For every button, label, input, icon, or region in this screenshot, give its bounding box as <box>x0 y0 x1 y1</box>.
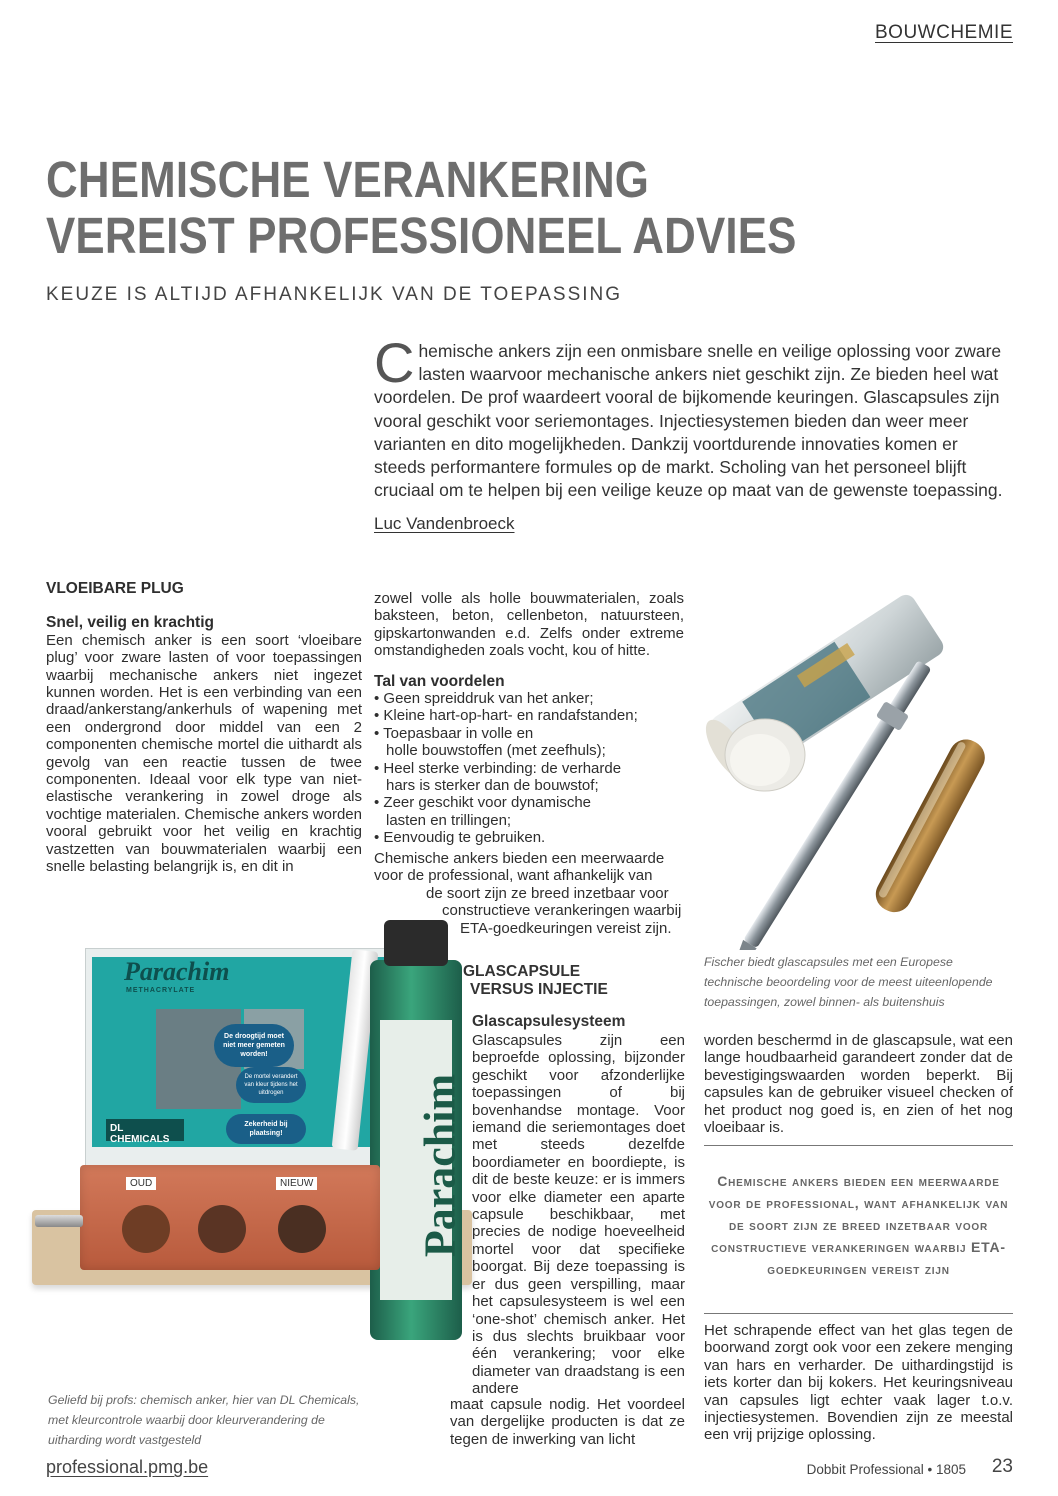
threaded-rod <box>35 1215 83 1227</box>
brick-hole <box>198 1205 246 1253</box>
footer-url[interactable]: professional.pmg.be <box>46 1457 209 1477</box>
label-old: OUD <box>126 1177 156 1190</box>
author-byline: Luc Vandenbroeck <box>374 514 515 533</box>
caption-right: Fischer biedt glascapsules met een Europese technische beoordeling voor de meest uiteenlopende toepassingen, zowel binnen- als buitenshuis <box>704 955 993 1009</box>
panel-brand: Parachim <box>124 957 230 986</box>
cartridge-cap <box>384 920 448 966</box>
list-item: holle bouwstoffen (met zeefhuls); <box>386 742 606 760</box>
title-line-1: CHEMISCHE VERANKERING <box>46 151 650 208</box>
photo-parachim-display <box>30 910 470 1380</box>
list-item: • Geen spreiddruk van het anker; <box>374 690 594 708</box>
list-item: • Eenvoudig te gebruiken. <box>374 829 546 847</box>
list-item: • Toepasbaar in volle en <box>374 724 534 742</box>
pullquote: Chemische ankers bieden een meerwaarde voor de professional, want afhankelijk van de soort zijn ze breed inzetbaar voor constructieve verankeringen waarbij ETA-goedkeuringen vereist zijn <box>708 1173 1009 1277</box>
brick-hole-new <box>278 1205 326 1253</box>
section-tag: BOUWCHEMIE <box>875 22 1013 43</box>
subheading-tal-van-voordelen: Tal van voordelen <box>374 672 505 690</box>
column-4-text-continued: Het schrapende effect van het glas tegen de boorwand zorgt ook voor een zekere menging van hars en verharder. De uithardingstijd is iets korter dan bij kokers. Het keuringsniveau van capsules ligt echter vaak lager t.o.v. injectiesystemen. Bovendien zijn ze meestal een vrij prijzige oplossing. <box>704 1322 1013 1444</box>
closing-line: Chemische ankers bieden een meerwaarde <box>374 850 665 867</box>
article-title <box>46 152 820 264</box>
pullquote-rule-top <box>704 1145 1013 1146</box>
caption-left: Geliefd bij profs: chemisch anker, hier van DL Chemicals, met kleurcontrole waarbij door kleurverandering de uitharding wordt vastgesteld <box>48 1393 360 1447</box>
brick <box>80 1165 380 1270</box>
intro-paragraph <box>374 331 1014 502</box>
subheading-snel-veilig: Snel, veilig en krachtig <box>46 614 214 632</box>
list-item: • Heel sterke verbinding: de verharde <box>374 759 622 777</box>
brick-hole-old <box>122 1205 170 1253</box>
parachim-cartridge <box>370 960 465 1340</box>
page-number: 23 <box>991 1456 1013 1477</box>
panel-bubble-3: Zekerheid bij plaatsing! <box>226 1114 306 1144</box>
panel-bubble-1: De droogtijd moet niet meer gemeten worden! <box>214 1024 294 1067</box>
column-3-text-continued: maat capsule nodig. Het voordeel van dergelijke producten is dat ze tegen de inwerking van licht <box>450 1396 685 1448</box>
column-2 <box>374 590 684 847</box>
list-item: hars is sterker dan de bouwstof; <box>386 777 599 795</box>
advantages-list <box>374 690 684 847</box>
cartridge-brand: Parachim <box>415 1073 465 1258</box>
list-item: • Kleine hart-op-hart- en randafstanden; <box>374 707 638 725</box>
column-3-text: Glascapsules zijn een beproefde oplossing, bijzonder geschikt voor afzonderlijke toepassingen of bij bovenhandse montage. Voor iemand die seriemontages doet met steeds dezelfde boordiameter en boordiepte, is dit de beste keuze: er is immers voor elke diameter een aparte capsule beschikbaar, met precies de nodige hoeveelheid mortel voor dat specifieke boorgat. Bij deze toepassing is er dus geen verspilling, maar het capsulesysteem is wel een ‘one-shot’ chemisch anker. Het is dus slechts bruikbaar voor één verankering; voor elke diameter van draadstang is een andere <box>472 1032 685 1398</box>
article-subtitle: KEUZE IS ALTIJD AFHANKELIJK VAN DE TOEPASSING <box>46 284 623 305</box>
column-1-text: Een chemisch anker is een soort ‘vloeibare plug’ voor zware lasten of voor toepassingen waarbij mechanische ankers niet ingezet kunnen worden. Het is een verbinding van een draad/ankerstang/ankerhuls of wapening met een ondergrond door middel van een 2 componenten chemische mortel die uithardt als gevolg van een reactie tussen de twee componenten. Ideaal voor elk type van niet-elastische verankering in zowel droge als vochtige materialen. Chemische ankers worden vooral gebruikt voor het veilig en krachtig vastzetten van bouwmaterialen waarbij een snelle belasting belangrijk is, en dit in <box>46 631 362 876</box>
title-line-2: VEREIST PROFESSIONEEL ADVIES <box>46 207 797 264</box>
closing-line: constructieve verankeringen waarbij <box>442 902 682 920</box>
heading-line: GLASCAPSULE <box>463 963 581 980</box>
list-item: lasten en trillingen; <box>386 811 512 829</box>
heading-line: VERSUS INJECTIE <box>470 981 608 998</box>
pullquote-rule-bottom <box>704 1313 1013 1314</box>
drop-cap: C <box>374 331 415 394</box>
closing-line: de soort zijn ze breed inzetbaar voor <box>426 884 669 902</box>
column-2-text: zowel volle als holle bouwmaterialen, zoals baksteen, beton, cellenbeton, natuursteen, gipskartonwanden e.d. Zelfs onder extreme omstandigheden zoals vocht, kou of hitte. <box>374 590 684 660</box>
footer-magazine: Dobbit Professional • 1805 <box>806 1462 966 1477</box>
column-4-text: worden beschermd in de glascapsule, wat een lange houdbaarheid garandeert zonder dat de bevestigingswaarden worden beperkt. Bij capsules kan de gebruiker visueel checken of het product nog goed is, en zien of het nog vloeibaar is. <box>704 1032 1013 1137</box>
dl-chemicals-logo: DL CHEMICALS <box>106 1119 184 1141</box>
photo-glass-capsules <box>690 580 1030 950</box>
panel-bubble-2: De mortel verandert van kleur tijdens het uitdrogen <box>236 1067 306 1103</box>
photo-glass-capsules-image <box>690 580 1030 950</box>
closing-line: ETA-goedkeuringen vereist zijn. <box>460 919 672 937</box>
column-1 <box>46 580 362 876</box>
intro-text: hemische ankers zijn een onmisbare snelle en veilige oplossing voor zware lasten waarvoor mechanische ankers niet geschikt zijn. Ze bieden heel wat voordelen. De prof waardeert vooral de bijkomende keuringen. Glascapsules zijn vooral geschikt voor seriemontages. Injectiesystemen bieden dan weer meer varianten en dito mogelijkheden. Dankzij voortdurende innovaties komen er steeds performantere formules op de markt. Scholing van het personeel blijft cruciaal om te helpen bij een veilige keuze op maat van de gewenste toepassing. <box>374 341 1003 501</box>
list-item: • Zeer geschikt voor dynamische <box>374 794 592 812</box>
label-new: NIEUW <box>276 1177 317 1190</box>
section-heading-vloeibare-plug: VLOEIBARE PLUG <box>46 580 184 597</box>
section-heading-glascapsule <box>463 963 608 999</box>
panel-brand-sub: METHACRYLATE <box>126 987 196 994</box>
closing-line: voor de professional, want afhankelijk van <box>374 867 653 885</box>
subheading-glascapsulesysteem: Glascapsulesysteem <box>472 1013 626 1030</box>
